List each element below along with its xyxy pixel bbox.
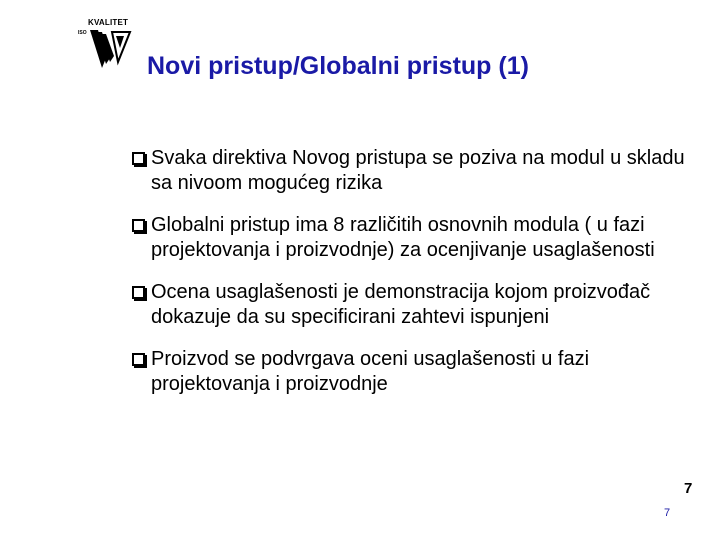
bullet-item bbox=[132, 347, 707, 397]
bullet-text: Globalni pristup ima 8 različitih osnovnih modula ( u fazi projektovanja i proizvodnje) za ocenjivanje usaglašenosti bbox=[151, 214, 655, 261]
checkbox-bullet-icon bbox=[132, 286, 145, 299]
checkbox-bullet-icon bbox=[132, 152, 145, 165]
bullet-item bbox=[132, 146, 707, 196]
page-number: 7 bbox=[684, 480, 693, 497]
logo-mark-icon bbox=[84, 28, 136, 70]
bullet-text: Ocena usaglašenosti je demonstracija kojom proizvođač dokazuje da su specificirani zahtevi ispunjeni bbox=[151, 281, 651, 328]
bullet-list bbox=[132, 146, 707, 414]
bullet-text: Svaka direktiva Novog pristupa se poziva na modul u skladu sa nivoom mogućeg rizika bbox=[151, 147, 685, 194]
logo-text: KVALITET bbox=[88, 18, 129, 27]
slide-title: Novi pristup/Globalni pristup (1) bbox=[147, 52, 529, 80]
kvalitet-logo bbox=[78, 18, 140, 70]
checkbox-bullet-icon bbox=[132, 353, 145, 366]
logo-small-text: ISO bbox=[78, 30, 87, 36]
footer-page-number: 7 bbox=[664, 507, 671, 519]
bullet-item bbox=[132, 213, 707, 263]
bullet-item bbox=[132, 280, 707, 330]
bullet-text: Proizvod se podvrgava oceni usaglašenosti u fazi projektovanja i proizvodnje bbox=[151, 348, 590, 395]
checkbox-bullet-icon bbox=[132, 219, 145, 232]
